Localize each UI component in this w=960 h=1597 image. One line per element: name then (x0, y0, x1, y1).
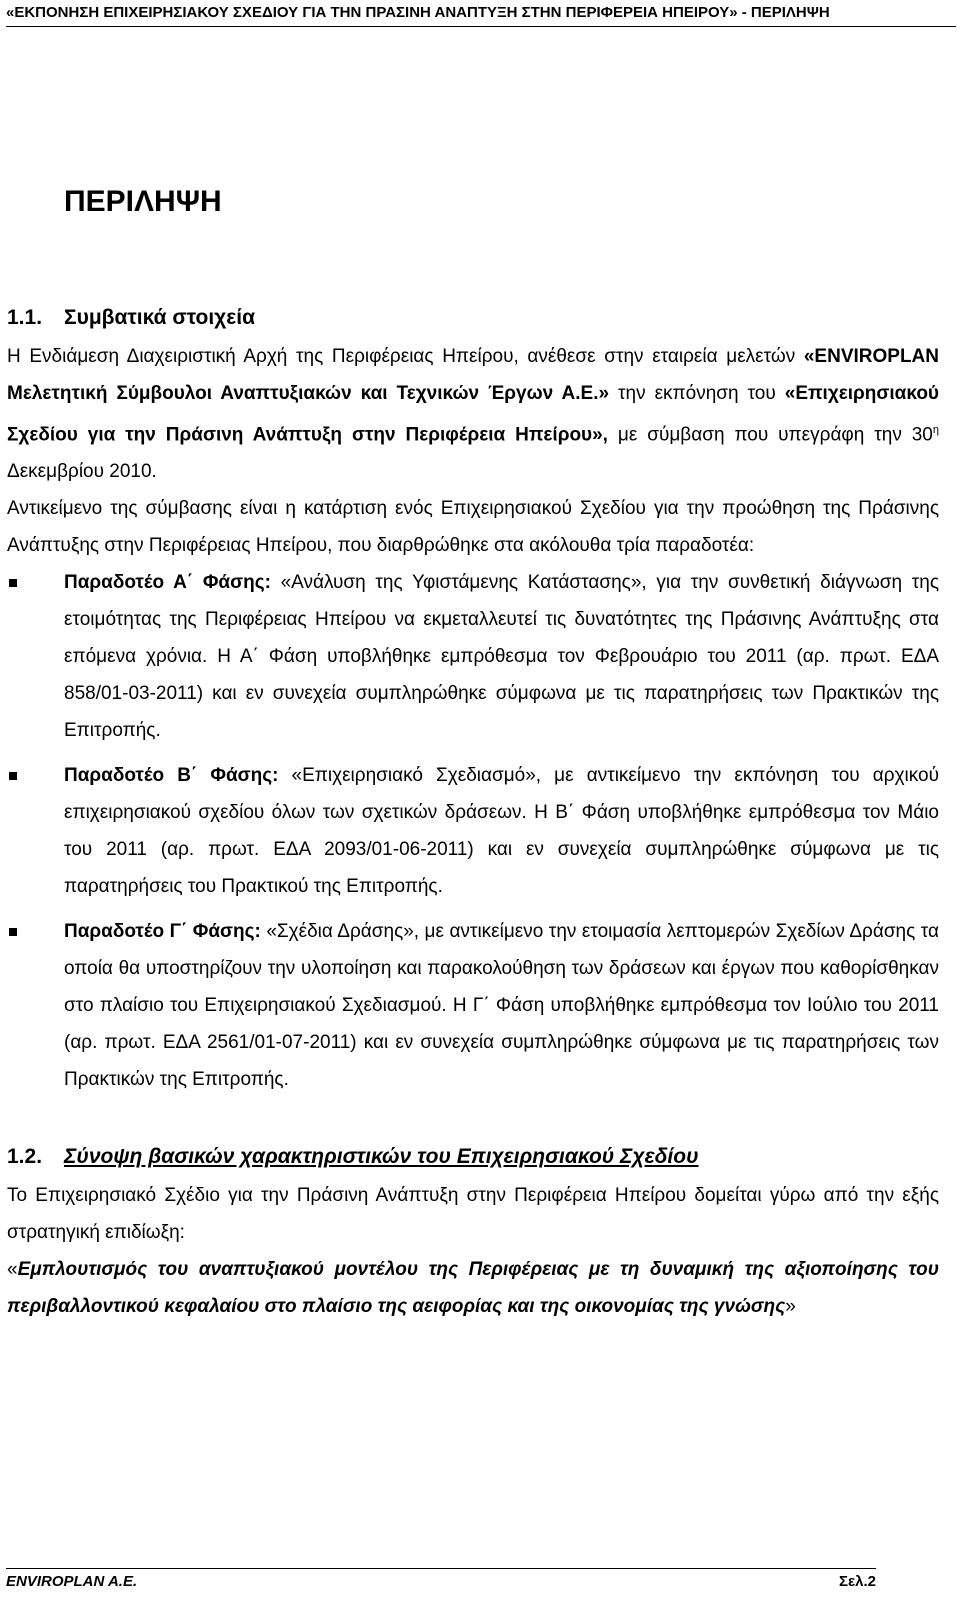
page-title: ΠΕΡΙΛΗΨΗ (64, 185, 222, 218)
footer-company: ENVIROPLAN A.E. (6, 1573, 138, 1590)
object-paragraph: Αντικείμενο της σύμβασης είναι η κατάρτιση ενός Επιχειρησιακού Σχεδίου για την προώθηση της Πράσινης Ανάπτυξης στην Περιφέρειας Ηπείρου, που διαρθρώθηκε στα ακόλουθα τρία παραδοτέα: (7, 498, 939, 557)
strategic-goal-text: Εμπλουτισμός του αναπτυξιακού μοντέλου της Περιφέρειας με τη δυναμική της αξιοποίησης του περιβαλλοντικού κεφαλαίου στο πλαίσιο της αειφορίας και της οικονομίας της γνώσης (7, 1259, 939, 1318)
section-number: 1.2. (7, 1145, 43, 1169)
deliverable-item (7, 564, 939, 749)
page-footer (6, 1568, 876, 1590)
bullet-square-icon (7, 564, 64, 749)
project-title: «Επιχειρησιακού Σχεδίου για την Πράσινη Ανάπτυξη στην Περιφέρεια Ηπείρου», (7, 383, 939, 446)
deliverable-label: Παραδοτέο Γ΄ Φάσης: (64, 921, 261, 943)
deliverable-label: Παραδοτέο Β΄ Φάσης: (64, 765, 279, 787)
section-title: Συμβατικά στοιχεία (64, 306, 255, 329)
bullet-square-icon (7, 757, 64, 905)
deliverable-text: «Σχέδια Δράσης», με αντικείμενο την ετοιμασία λεπτομερών Σχεδίων Δράσης τα οποία θα υποστηρίζουν την υλοποίηση και παρακολούθηση των δράσεων και έργων που καθορίσθηκαν στο πλαίσιο του Επιχειρησιακού Σχεδιασμού. Η Γ΄ Φάση υποβλήθηκε εμπρόθεσμα τον Ιούλιο του 2011 (αρ. πρωτ. ΕΔΑ 2561/01-07-2011) και εν συνεχεία συμπληρώθηκε σύμφωνα με τις παρατηρήσεις των Πρακτικών της Επιτροπής. (64, 921, 939, 1091)
bullet-square-icon (7, 913, 64, 1098)
section-heading-summary (7, 1145, 939, 1169)
deliverable-item (7, 913, 939, 1098)
deliverable-text: «Επιχειρησιακό Σχεδιασμό», με αντικείμενο την εκπόνηση του αρχικού επιχειρησιακού σχεδίου όλων των σχετικών δράσεων. Η Β΄ Φάση υποβλήθηκε εμπρόθεσμα τον Μάιο του 2011 (αρ. πρωτ. ΕΔΑ 2093/01-06-2011) και εν συνεχεία συμπληρώθηκε σύμφωνα με τις παρατηρήσεις του Πρακτικού της Επιτροπής. (64, 765, 939, 898)
strategic-goal-quote (7, 1251, 939, 1325)
deliverable-text: «Ανάλυση της Υφιστάμενης Κατάστασης», για την συνθετική διάγνωση της ετοιμότητας της Περιφέρειας Ηπείρου να εκμεταλλευτεί τις δυνατότητες της Πράσινης Ανάπτυξης στα επόμενα χρόνια. Η Α΄ Φάση υποβλήθηκε εμπρόθεσμα τον Φεβρουάριο του 2011 (αρ. πρωτ. ΕΔΑ 858/01-03-2011) και εν συνεχεία συμπληρώθηκε σύμφωνα με τις παρατηρήσεις των Πρακτικών της Επιτροπής. (64, 572, 939, 742)
summary-paragraph: Το Επιχειρησιακό Σχέδιο για την Πράσινη Ανάπτυξη στην Περιφέρεια Ηπείρου δομείται γύρω από την εξής στρατηγική επιδίωξη: (7, 1185, 939, 1244)
text-run: Δεκεμβρίου 2010. (7, 461, 157, 483)
running-header: «ΕΚΠΟΝΗΣΗ ΕΠΙΧΕΙΡΗΣΙΑΚΟΥ ΣΧΕΔΙΟΥ ΓΙΑ ΤΗΝ ΠΡΑΣΙΝΗ ΑΝΑΠΤΥΞΗ ΣΤΗΝ ΠΕΡΙΦΕΡΕΙΑ ΗΠΕΙΡΟΥ» - ΠΕΡΙΛΗΨΗ (6, 4, 956, 27)
text-run: Η Ενδιάμεση Διαχειριστική Αρχή της Περιφέρειας Ηπείρου, ανέθεσε στην εταιρεία μελετών (7, 346, 804, 367)
contract-paragraph (7, 338, 939, 490)
superscript: η (932, 424, 940, 436)
contractor-name: «ENVIROPLAN Μελετητική Σύμβουλοι Αναπτυξιακών και Τεχνικών Έργων Α.Ε.» (7, 346, 939, 404)
section-title: Σύνοψη βασικών χαρακτηριστικών του Επιχειρησιακού Σχεδίου (64, 1145, 699, 1169)
deliverable-item (7, 757, 939, 905)
section-number: 1.1. (7, 306, 43, 329)
deliverables-list (7, 564, 939, 1098)
section-heading-contract (7, 306, 939, 330)
page-number: Σελ.2 (839, 1573, 876, 1590)
deliverable-label: Παραδοτέο Α΄ Φάσης: (64, 572, 271, 594)
text-run: με σύμβαση που υπεγράφη την 30 (607, 424, 933, 446)
document-body (7, 306, 939, 1325)
quote-mark: « (7, 1259, 18, 1281)
text-run: την εκπόνηση του (609, 383, 785, 404)
quote-mark: » (785, 1296, 796, 1318)
